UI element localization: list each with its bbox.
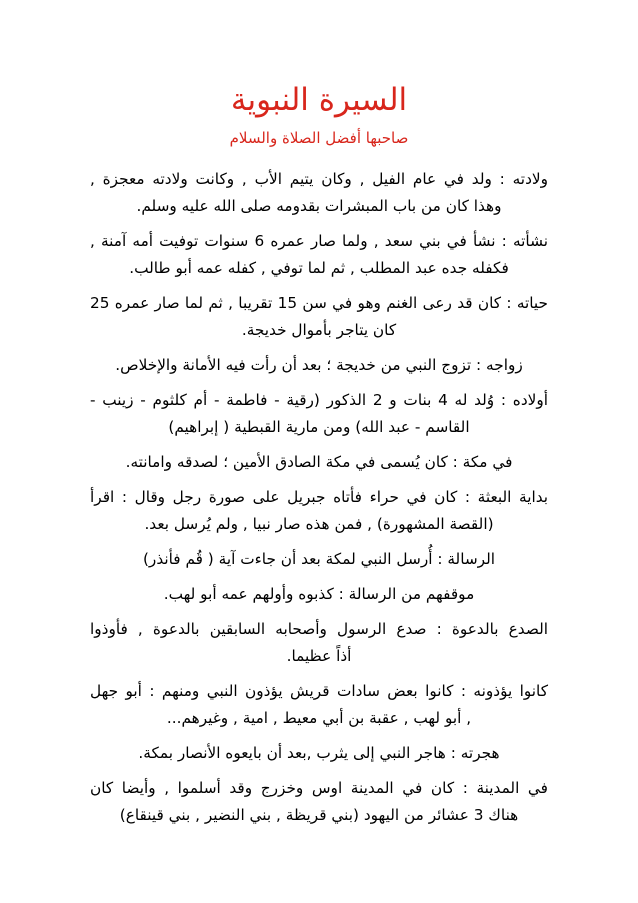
paragraph-line: الصدع بالدعوة : صدع الرسول وأصحابه السابقين بالدعوة , فأوذوا bbox=[90, 620, 548, 638]
paragraph-migration bbox=[90, 740, 548, 767]
paragraph-line: موقفهم من الرسالة : كذبوه وأولهم عمه أبو لهب. bbox=[163, 585, 475, 603]
page-subtitle: صاحبها أفضل الصلاة والسلام bbox=[229, 129, 409, 147]
paragraph-mission-start bbox=[90, 484, 548, 538]
paragraph-line: هناك 3 عشائر من اليهود (بني قريظة , بني النضير , بني قينقاع) bbox=[119, 806, 519, 824]
paragraph-line: القاسم - عبد الله) ومن مارية القبطية ( إبراهيم) bbox=[168, 418, 470, 436]
paragraph-line: , أبو لهب , عقبة بن أبي معيط , امية , وغيرهم... bbox=[166, 709, 472, 727]
paragraph-medina bbox=[90, 775, 548, 829]
page-title: السيرة النبوية bbox=[230, 82, 408, 118]
paragraph-line: بداية البعثة : كان في حراء فأتاه جبريل على صورة رجل وقال : اقرأ bbox=[90, 488, 548, 506]
paragraph-line: حياته : كان قد رعى الغنم وهو في سن 15 تقريبا , ثم لما صار عمره 25 bbox=[90, 294, 549, 312]
paragraph-line: وهذا كان من باب المبشرات بقدومه صلى الله عليه وسلم. bbox=[136, 197, 502, 215]
paragraph-line: (القصة المشهورة) , فمن هذه صار نبيا , ولم يُرسل بعد. bbox=[144, 515, 494, 533]
paragraph-life bbox=[90, 290, 548, 344]
paragraph-persecutors bbox=[90, 678, 548, 732]
paragraph-mecca bbox=[90, 449, 548, 476]
paragraph-line: ولادته : ولد في عام الفيل , وكان يتيم الأب , وكانت ولادته معجزة , bbox=[90, 170, 548, 188]
paragraph-upbringing bbox=[90, 228, 548, 282]
paragraph-line: زواجه : تزوج النبي من خديجة ؛ بعد أن رأت فيه الأمانة والإخلاص. bbox=[115, 356, 523, 374]
paragraph-line: هجرته : هاجر النبي إلى يثرب ,بعد أن بايعوه الأنصار بمكة. bbox=[138, 744, 500, 762]
paragraph-reaction bbox=[90, 581, 548, 608]
paragraph-open-call bbox=[90, 616, 548, 670]
paragraph-line: نشأته : نشأ في بني سعد , ولما صار عمره 6 سنوات توفيت أمه آمنة , bbox=[90, 232, 548, 250]
paragraph-birth bbox=[90, 166, 548, 220]
paragraph-line: كان يتاجر بأموال خديجة. bbox=[241, 321, 397, 339]
paragraph-line: فكفله جده عبد المطلب , ثم لما توفي , كفله عمه أبو طالب. bbox=[129, 259, 509, 277]
paragraph-line: في المدينة : كان في المدينة اوس وخزرج وقد أسلموا , وأيضا كان bbox=[90, 779, 548, 797]
paragraph-line: الرسالة : أُرسل النبي لمكة بعد أن جاءت آية ( قُم فأنذر) bbox=[142, 550, 496, 568]
paragraph-marriage bbox=[90, 352, 548, 379]
paragraph-message bbox=[90, 546, 548, 573]
paragraph-line: في مكة : كان يُسمى في مكة الصادق الأمين ؛ لصدقه وامانته. bbox=[125, 453, 513, 471]
paragraph-line: كانوا يؤذونه : كانوا بعض سادات قريش يؤذون النبي ومنهم : أبو جهل bbox=[90, 682, 548, 700]
paragraph-children bbox=[90, 387, 548, 441]
paragraph-line: أذاً عظيما. bbox=[286, 647, 352, 665]
paragraph-line: أولاده : وُلد له 4 بنات و 2 الذكور (رقية - فاطمة - أم كلثوم - زينب - bbox=[90, 391, 548, 409]
body-text bbox=[90, 166, 548, 829]
